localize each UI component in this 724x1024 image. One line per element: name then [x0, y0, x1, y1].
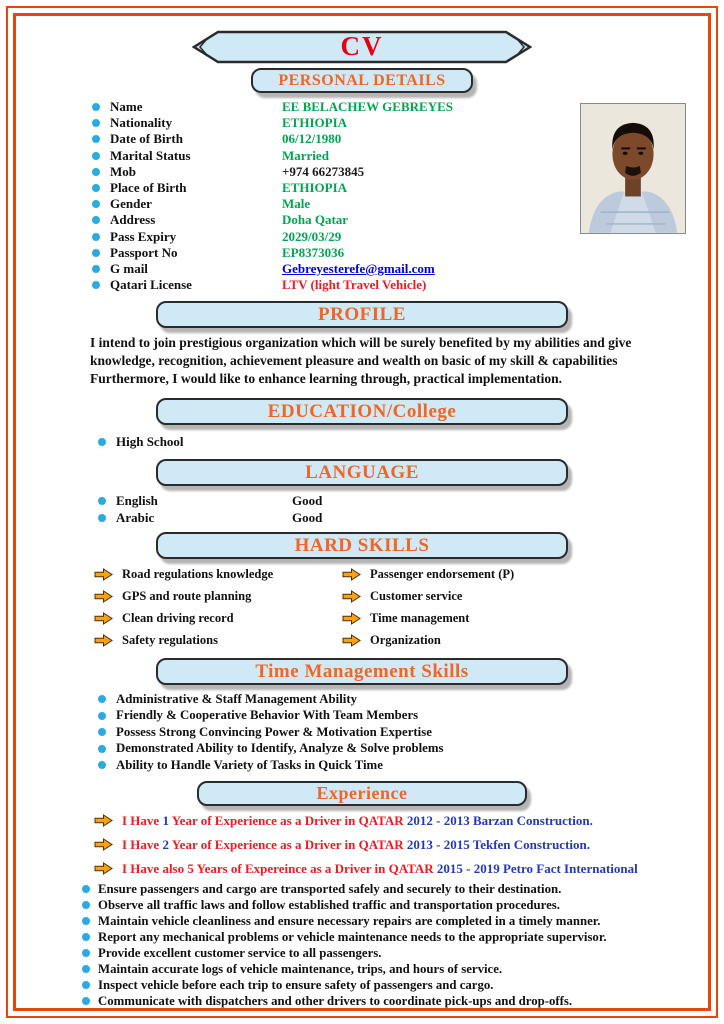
bullet-icon — [82, 997, 90, 1005]
duty-item — [82, 881, 692, 897]
language-name: Arabic — [116, 509, 155, 525]
skill-item — [94, 633, 342, 648]
section-header-experience — [197, 781, 527, 806]
tm-item — [98, 740, 692, 756]
duty-label: Communicate with dispatchers and other drivers to coordinate pick-ups and drop-offs. — [98, 993, 573, 1008]
bullet-icon — [82, 949, 90, 957]
field-row-passport-no — [92, 245, 574, 261]
field-value: 06/12/1980 — [282, 131, 342, 147]
language-name: English — [116, 492, 158, 508]
field-value: LTV (light Travel Vehicle) — [282, 277, 427, 293]
cv-content — [32, 30, 692, 1006]
skill-item — [94, 567, 342, 582]
arrow-icon — [94, 590, 113, 603]
experience-text: I Have 1 Year of Experience as a Driver in QATAR 2012 - 2013 Barzan Construction. — [122, 812, 593, 828]
duty-label: Inspect vehicle before each trip to ensure safety of passengers and cargo. — [98, 977, 494, 992]
duty-label: Observe all traffic laws and follow established traffic and transportation procedures. — [98, 897, 560, 912]
field-value: ETHIOPIA — [282, 115, 348, 131]
arrow-icon — [94, 838, 113, 851]
profile-paragraph: I intend to join prestigious organization which will be surely benefited by my abilities and give knowledge, recognition, achievement pleasure and wealth on basic of my skill & capabilities Furthermore, I would like to enhance learning through, practical implementation. — [90, 335, 632, 387]
field-label: Marital Status — [110, 147, 191, 163]
bullet-icon — [98, 728, 106, 736]
field-row-marital-status — [92, 148, 574, 164]
duty-label: Maintain accurate logs of vehicle maintenance, trips, and hours of service. — [98, 961, 503, 976]
field-value: +974 66273845 — [282, 163, 365, 179]
tm-item-label: Ability to Handle Variety of Tasks in Quick Time — [116, 757, 383, 772]
duty-item — [82, 913, 692, 929]
bullet-icon — [92, 200, 100, 208]
field-value: Doha Qatar — [282, 212, 349, 228]
experience-line — [94, 834, 692, 855]
section-title: EDUCATION/College — [267, 400, 457, 422]
arrow-icon — [342, 568, 361, 581]
field-value: EP8373036 — [282, 244, 345, 260]
hard-skills-grid — [94, 567, 692, 648]
experience-text: I Have 2 Year of Experience as a Driver in QATAR 2013 - 2015 Tekfen Construction. — [122, 836, 590, 852]
skill-item — [342, 611, 692, 626]
skill-label: Road regulations knowledge — [122, 567, 274, 582]
tm-item-label: Friendly & Cooperative Behavior With Team Members — [116, 708, 419, 723]
tm-item-label: Possess Strong Convincing Power & Motivation Expertise — [116, 724, 432, 739]
bullet-icon — [82, 965, 90, 973]
tm-item-label: Administrative & Staff Management Ability — [116, 691, 357, 706]
field-label: Qatari License — [110, 277, 192, 293]
cv-title-banner — [192, 30, 532, 64]
field-label: Pass Expiry — [110, 228, 177, 244]
bullet-icon — [98, 712, 106, 720]
duty-label: Maintain vehicle cleanliness and ensure necessary repairs are completed in a timely manner. — [98, 913, 601, 928]
duties-list — [32, 881, 692, 1009]
field-label: Place of Birth — [110, 180, 187, 196]
bullet-icon — [92, 168, 100, 176]
section-title: Time Management Skills — [255, 660, 469, 682]
field-row-mob — [92, 164, 574, 180]
duty-label: Ensure passengers and cargo are transported safely and securely to their destination. — [98, 881, 562, 896]
arrow-icon — [94, 862, 113, 875]
tm-item — [98, 691, 692, 707]
field-row-place-of-birth — [92, 180, 574, 196]
experience-text: I Have also 5 Years of Expereince as a Driver in QATAR 2015 - 2019 Petro Fact International — [122, 860, 638, 876]
field-row-name — [92, 99, 574, 115]
field-value: Male — [282, 196, 311, 212]
bullet-icon — [98, 514, 106, 522]
field-value: ETHIOPIA — [282, 180, 348, 196]
bullet-icon — [98, 745, 106, 753]
skill-label: GPS and route planning — [122, 589, 252, 604]
field-row-nationality — [92, 115, 574, 131]
section-header-education — [156, 398, 568, 425]
field-label: Name — [110, 99, 143, 115]
tm-item — [98, 724, 692, 740]
bullet-icon — [92, 119, 100, 127]
bullet-icon — [98, 438, 106, 446]
language-row-english — [98, 492, 692, 509]
education-item-label: High School — [116, 434, 184, 450]
duty-label: Report any mechanical problems or vehicle maintenance needs to the appropriate supervisor. — [98, 929, 607, 944]
language-row-arabic — [98, 509, 692, 526]
tm-item — [98, 708, 692, 724]
personal-details-block — [92, 99, 692, 293]
field-label: Address — [110, 212, 156, 228]
skill-label: Time management — [370, 611, 470, 626]
arrow-icon — [94, 612, 113, 625]
language-level: Good — [292, 509, 323, 525]
skill-label: Organization — [370, 633, 441, 648]
skill-item — [94, 611, 342, 626]
bullet-icon — [92, 249, 100, 257]
field-row-gmail — [92, 261, 574, 277]
arrow-icon — [342, 612, 361, 625]
bullet-icon — [98, 695, 106, 703]
bullet-icon — [92, 135, 100, 143]
bullet-icon — [82, 901, 90, 909]
field-label: G mail — [110, 260, 148, 276]
field-label: Date of Birth — [110, 131, 183, 147]
field-label: Gender — [110, 196, 152, 212]
field-row-pass-expiry — [92, 229, 574, 245]
section-header-personal-details — [251, 68, 473, 93]
skill-item — [342, 567, 692, 582]
duty-label: Provide excellent customer service to all passengers. — [98, 945, 382, 960]
experience-line — [94, 810, 692, 831]
bullet-icon — [92, 184, 100, 192]
field-row-date-of-birth — [92, 131, 574, 147]
field-label: Nationality — [110, 115, 173, 131]
section-title: HARD SKILLS — [294, 534, 430, 556]
tm-item — [98, 757, 692, 773]
profile-photo — [580, 103, 686, 234]
skill-label: Clean driving record — [122, 611, 234, 626]
language-level: Good — [292, 492, 323, 508]
experience-line — [94, 858, 692, 879]
arrow-icon — [94, 568, 113, 581]
bullet-icon — [92, 216, 100, 224]
arrow-icon — [342, 634, 361, 647]
skill-label: Safety regulations — [122, 633, 218, 648]
section-title: Experience — [316, 783, 408, 804]
field-value: Married — [282, 147, 329, 163]
email-link[interactable]: Gebreyesterefe@gmail.com — [282, 260, 435, 276]
duty-item — [82, 977, 692, 993]
bullet-icon — [92, 265, 100, 273]
duty-item — [82, 961, 692, 977]
bullet-icon — [98, 497, 106, 505]
personal-fields — [92, 99, 574, 293]
arrow-icon — [94, 634, 113, 647]
skill-item — [94, 589, 342, 604]
section-header-hard-skills — [156, 532, 568, 559]
field-row-address — [92, 212, 574, 228]
duty-item — [82, 945, 692, 961]
education-item — [98, 433, 692, 451]
tm-item-label: Demonstrated Ability to Identify, Analyze & Solve problems — [116, 741, 444, 756]
bullet-icon — [82, 917, 90, 925]
duty-item — [82, 897, 692, 913]
section-header-profile — [156, 301, 568, 328]
bullet-icon — [92, 152, 100, 160]
field-value: EE BELACHEW GEBREYES — [282, 99, 453, 115]
section-title: LANGUAGE — [305, 461, 419, 483]
field-label: Mob — [110, 163, 136, 179]
skill-label: Passenger endorsement (P) — [370, 567, 515, 582]
section-header-time-management — [156, 658, 568, 685]
portrait-illustration-icon — [581, 104, 685, 233]
skill-item — [342, 589, 692, 604]
section-title: PERSONAL DETAILS — [278, 71, 446, 89]
bullet-icon — [98, 761, 106, 769]
arrow-icon — [94, 814, 113, 827]
field-label: Passport No — [110, 244, 178, 260]
page-title: CV — [340, 31, 384, 61]
bullet-icon — [92, 233, 100, 241]
skill-item — [342, 633, 692, 648]
duty-item — [82, 993, 692, 1009]
arrow-icon — [342, 590, 361, 603]
bullet-icon — [82, 885, 90, 893]
section-title: PROFILE — [318, 303, 406, 325]
field-row-gender — [92, 196, 574, 212]
bullet-icon — [82, 981, 90, 989]
section-header-language — [156, 459, 568, 486]
bullet-icon — [92, 103, 100, 111]
field-value: 2029/03/29 — [282, 228, 342, 244]
duty-item — [82, 929, 692, 945]
field-row-qatari-license — [92, 277, 574, 293]
skill-label: Customer service — [370, 589, 463, 604]
bullet-icon — [92, 281, 100, 289]
bullet-icon — [82, 933, 90, 941]
